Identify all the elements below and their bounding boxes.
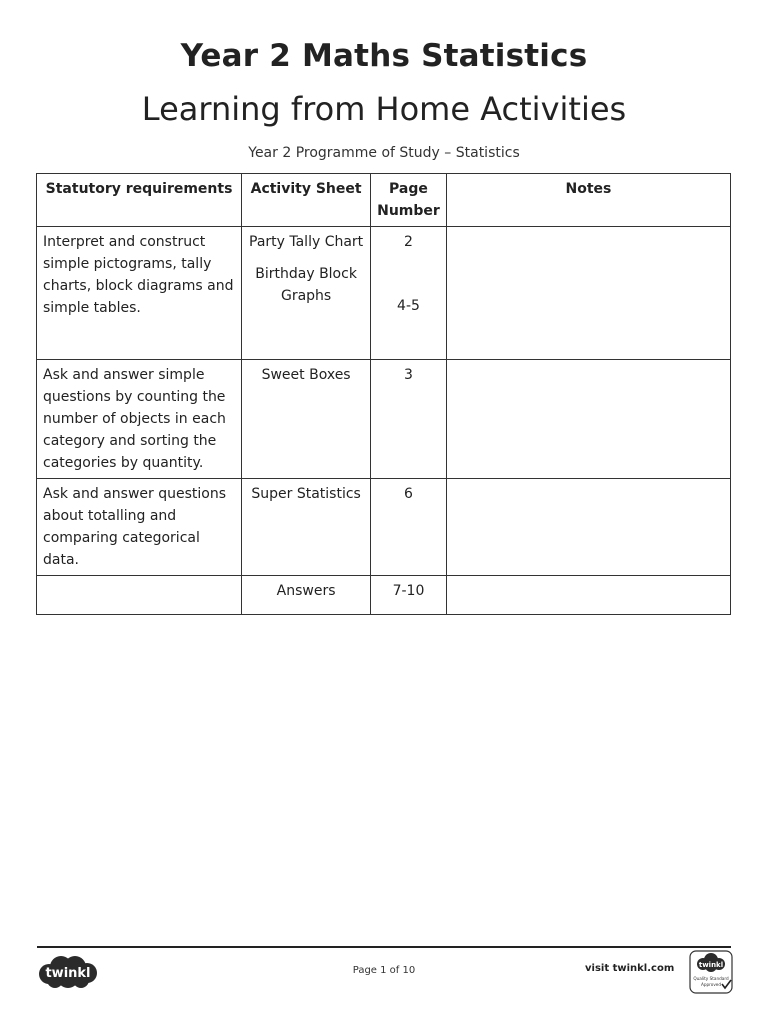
requirement-cell: Ask and answer questions about totalling and comparing categorical data. xyxy=(37,479,242,576)
page-number: 2 xyxy=(404,234,413,250)
document-subtitle: Learning from Home Activities xyxy=(141,90,627,128)
page-number: 6 xyxy=(404,486,413,502)
activity-cell xyxy=(242,576,371,615)
requirement-cell xyxy=(37,576,242,615)
page-number-cell xyxy=(371,576,447,615)
activity-cell xyxy=(242,360,371,479)
activity-cell xyxy=(242,479,371,576)
requirements-table xyxy=(36,173,731,615)
badge-line-2: Approved xyxy=(700,982,722,987)
header-activity-sheet: Activity Sheet xyxy=(242,174,371,227)
page-number-cell xyxy=(371,227,447,360)
activity-name: Super Statistics xyxy=(251,486,361,502)
activity-cell xyxy=(242,227,371,360)
page-number: 7-10 xyxy=(392,583,425,599)
programme-caption: Year 2 Programme of Study – Statistics xyxy=(248,145,520,161)
notes-cell xyxy=(446,360,730,479)
notes-cell xyxy=(446,479,730,576)
table-row xyxy=(37,360,731,479)
requirement-cell: Ask and answer simple questions by counting the number of objects in each category and sorting the categories by quantity. xyxy=(37,360,242,479)
table-row xyxy=(37,227,731,360)
page-number: 3 xyxy=(404,367,413,383)
requirement-cell: Interpret and construct simple pictograms, tally charts, block diagrams and simple tables. xyxy=(37,227,242,360)
page-number: 4-5 xyxy=(397,298,420,314)
header-statutory-requirements: Statutory requirements xyxy=(37,174,242,227)
table-row xyxy=(37,576,731,615)
activity-name: Party Tally Chart xyxy=(249,234,364,250)
logo-text: twinkl xyxy=(45,966,91,981)
table-row xyxy=(37,479,731,576)
page-number-cell xyxy=(371,360,447,479)
quality-standard-badge xyxy=(689,950,733,994)
page-number-cell xyxy=(371,479,447,576)
document-title: Year 2 Maths Statistics xyxy=(180,38,588,74)
visit-link[interactable]: visit twinkl.com xyxy=(585,963,675,974)
activity-name: Answers xyxy=(276,583,336,599)
header-page-number: Page Number xyxy=(371,174,447,227)
notes-cell xyxy=(446,227,730,360)
notes-cell xyxy=(446,576,730,615)
activity-name: Birthday Block Graphs xyxy=(255,266,357,304)
header-notes: Notes xyxy=(446,174,730,227)
page-indicator: Page 1 of 10 xyxy=(352,965,416,976)
badge-logo-text: twinkl xyxy=(698,961,724,969)
table-header-row xyxy=(37,174,731,227)
activity-name: Sweet Boxes xyxy=(261,367,351,383)
footer-divider xyxy=(37,946,731,948)
badge-line-1: Quality Standard xyxy=(693,976,729,981)
